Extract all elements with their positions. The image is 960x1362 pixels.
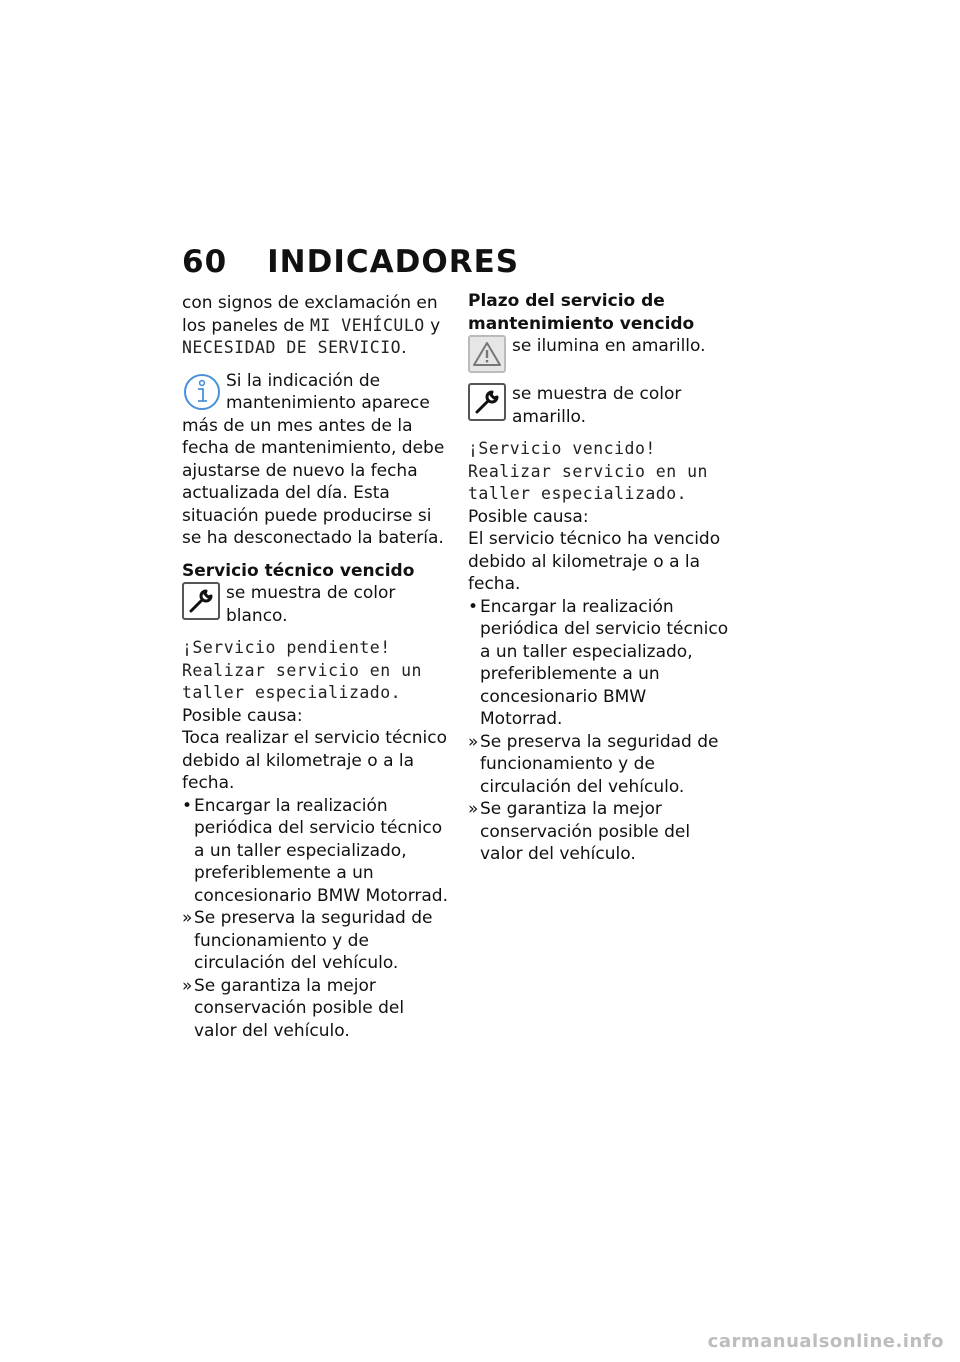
- bullet-text: Encargar la realización periódica del servicio técnico a un taller especializado, preferiblemente a un concesionario BMW Motorrad.: [194, 795, 448, 906]
- display-message: ¡Servicio vencido! Realizar servicio en un taller especializado.: [468, 439, 708, 503]
- display-message: ¡Servicio pendiente! Realizar servicio en un taller especializado.: [182, 638, 422, 702]
- bullet-text: Se garantiza la mejor conservación posible del valor del vehículo.: [480, 799, 691, 864]
- intro-text-1: con signos de exclamación en los paneles de: [182, 293, 438, 336]
- watermark-logo: carmanualsonline.info: [707, 1331, 944, 1352]
- info-i-icon: [182, 372, 222, 412]
- info-note: [182, 370, 448, 550]
- icon-row: [468, 383, 730, 428]
- intro-text-3: .: [401, 338, 407, 358]
- cause-label: Posible causa:: [182, 705, 303, 726]
- icon-description: se ilumina en amarillo.: [512, 336, 706, 356]
- list-item: [468, 798, 730, 866]
- bullet-mark: »: [468, 799, 479, 819]
- bullet-mark: •: [468, 596, 479, 617]
- bullet-text: Se preserva la seguridad de funcionamiento y de circulación del vehículo.: [194, 908, 433, 973]
- list-item: [468, 596, 730, 731]
- bullet-text: Se preserva la seguridad de funcionamiento y de circulación del vehículo.: [480, 731, 719, 797]
- intro-paragraph: [182, 292, 448, 360]
- list-item: [182, 907, 448, 975]
- intro-mono-1: MI VEHÍCULO: [309, 315, 425, 335]
- wrench-icon: [468, 383, 506, 421]
- warning-triangle-icon: [468, 335, 506, 373]
- cause-text: El servicio técnico ha vencido debido al kilometraje o a la fecha.: [468, 529, 721, 594]
- cause-text: Toca realizar el servicio técnico debido al kilometraje o a la fecha.: [182, 728, 448, 793]
- section-heading: Plazo del servicio de mantenimiento vencido: [468, 291, 695, 334]
- bullet-mark: »: [182, 975, 193, 996]
- bullet-text: Se garantiza la mejor conservación posible del valor del vehículo.: [194, 975, 405, 1041]
- intro-mono-2: NECESIDAD DE SERVICIO: [182, 338, 402, 357]
- info-text: Si la indicación de mantenimiento aparece más de un mes antes de la fecha de mantenimiento, debe ajustarse de nuevo la fecha actualizada del día. Esta situación puede producirse si se ha desconectado la batería.: [182, 370, 445, 548]
- section-heading: Servicio técnico vencido: [182, 560, 415, 581]
- list-item: [182, 795, 448, 908]
- icon-description: se muestra de color blanco.: [226, 583, 396, 626]
- list-item: [468, 731, 730, 799]
- icon-description: se muestra de color amarillo.: [512, 384, 682, 427]
- right-column: [468, 290, 730, 866]
- page-header: [182, 244, 519, 280]
- left-column: [182, 292, 448, 1042]
- section-title: INDICADORES: [267, 244, 520, 280]
- icon-row: [468, 335, 730, 373]
- bullet-mark: »: [182, 908, 193, 928]
- icon-row: [182, 582, 448, 627]
- wrench-icon: [182, 582, 220, 620]
- page-number: 60: [182, 244, 228, 280]
- bullet-mark: •: [182, 795, 193, 816]
- bullet-text: Encargar la realización periódica del servicio técnico a un taller especializado, preferiblemente a un concesionario BMW Motorrad.: [480, 596, 729, 729]
- bullet-mark: »: [468, 731, 479, 752]
- cause-label: Posible causa:: [468, 506, 589, 527]
- list-item: [182, 975, 448, 1043]
- intro-text-2: y: [424, 315, 441, 336]
